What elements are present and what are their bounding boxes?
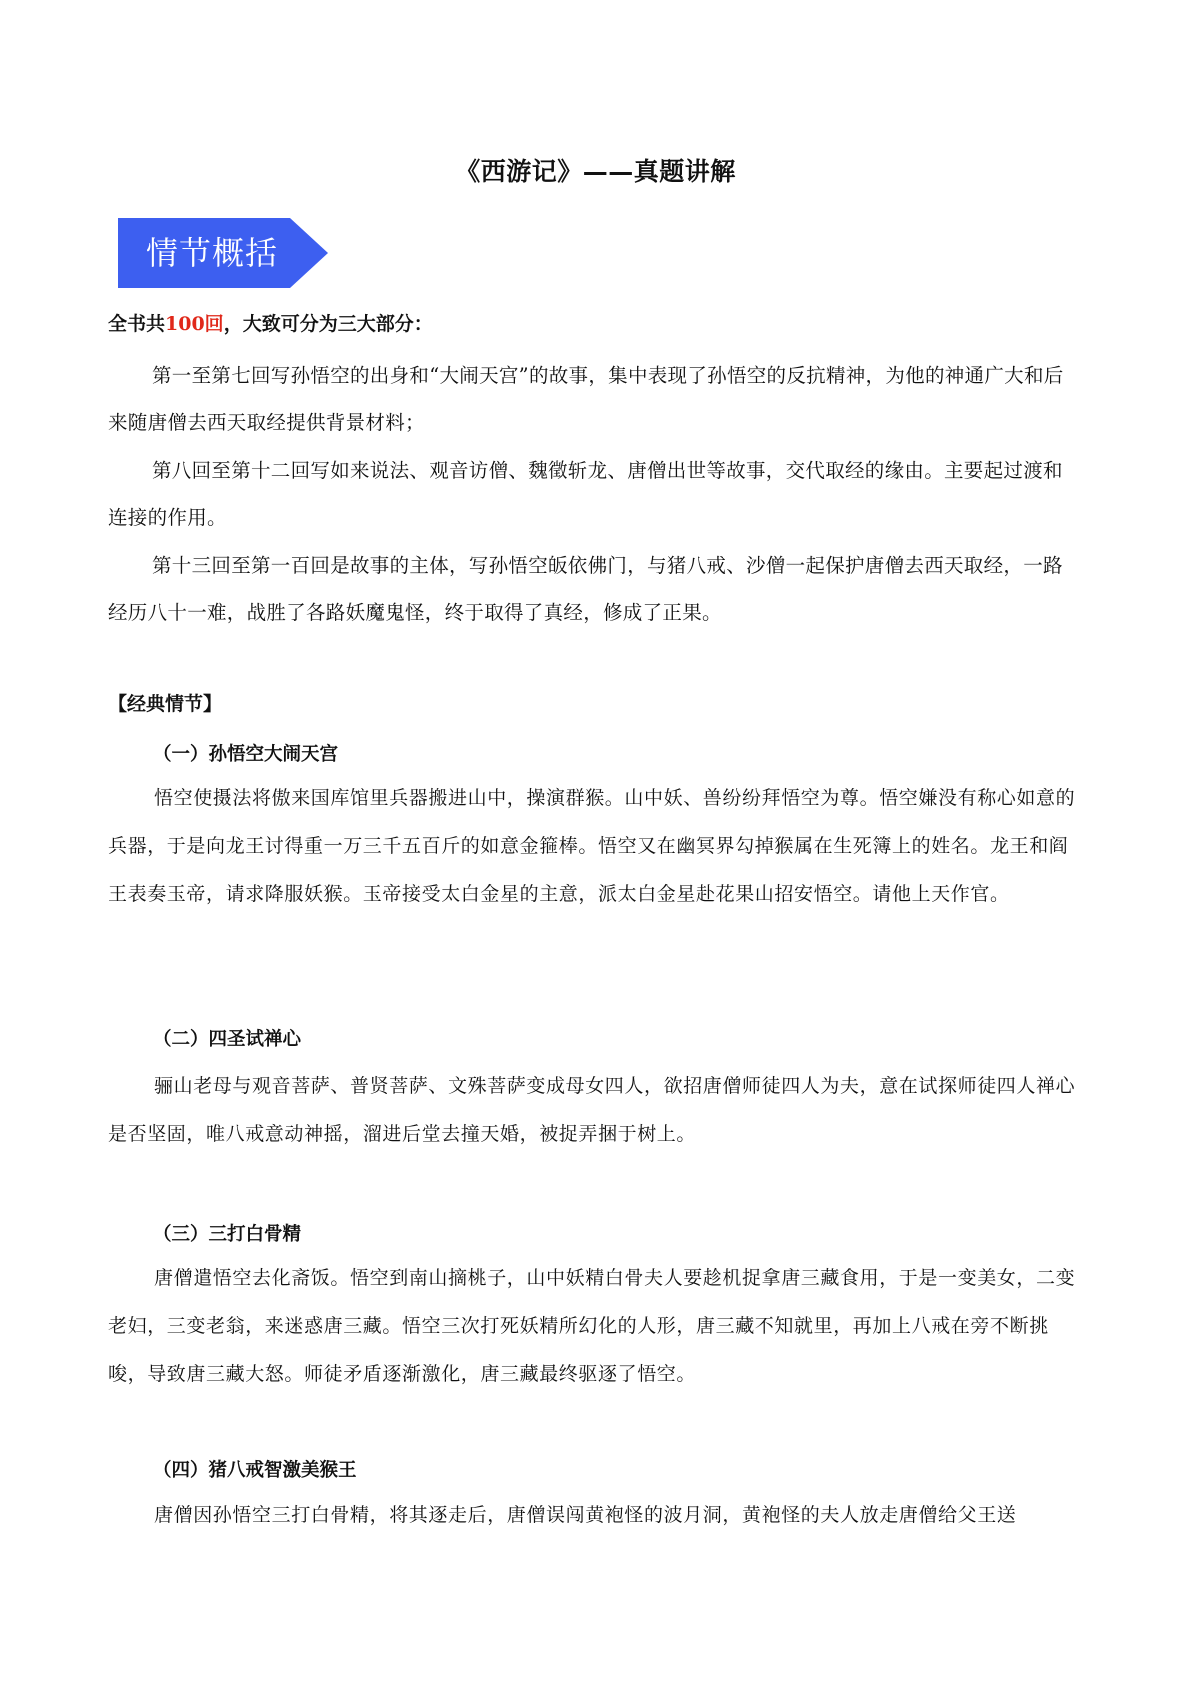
summary-intro-after: ，大致可分为三大部分：: [223, 313, 433, 335]
plot-title: （一）孙悟空大闹天宫: [153, 744, 339, 765]
plot-text: 悟空使摄法将傲来国库馆里兵器搬进山中，操演群猴。山中妖、兽纷纷拜悟空为尊。悟空嫌没有称心如意的兵器，于是向龙王讨得重一万三千五百斤的如意金箍棒。悟空又在幽冥界勾掉猴属在生死簿上的姓名。龙王和阎王表奏玉帝，请求降服妖猴。玉帝接受太白金星的主意，派太白金星赴花果山招安悟空。请他上天作官。: [108, 787, 1076, 905]
summary-paragraph: 第十三回至第一百回是故事的主体，写孙悟空皈依佛门，与猪八戒、沙僧一起保护唐僧去西天取经，一路经历八十一难，战胜了各路妖魔鬼怪，终于取得了真经，修成了正果。: [108, 554, 1063, 624]
summary-paragraph: 第八回至第十二回写如来说法、观音访僧、魏徵斩龙、唐僧出世等故事，交代取经的缘由。主要起过渡和连接的作用。: [108, 459, 1063, 529]
plot-title: （四）猪八戒智激美猴王: [153, 1460, 357, 1481]
plot-text: 骊山老母与观音菩萨、普贤菩萨、文殊菩萨变成母女四人，欲招唐僧师徒四人为夫，意在试探师徒四人禅心是否坚固，唯八戒意动神摇，溜进后堂去撞天婚，被捉弄捆于树上。: [108, 1075, 1076, 1145]
summary-paragraph: 第一至第七回写孙悟空的出身和“大闹天宫”的故事，集中表现了孙悟空的反抗精神，为他的神通广大和后来随唐僧去西天取经提供背景材料；: [108, 364, 1064, 434]
plot-text: 唐僧遣悟空去化斋饭。悟空到南山摘桃子，山中妖精白骨夫人要趁机捉拿唐三藏食用，于是一变美女，二变老妇，三变老翁，来迷惑唐三藏。悟空三次打死妖精所幻化的人形，唐三藏不知就里，再加上八戒在旁不断挑唆，导致唐三藏大怒。师徒矛盾逐渐激化，唐三藏最终驱逐了悟空。: [108, 1267, 1076, 1385]
summary-intro: [108, 310, 433, 338]
section-banner-label: 情节概括: [146, 234, 279, 272]
plot-title: （三）三打白骨精: [153, 1224, 302, 1245]
plot-title: （二）四圣试禅心: [153, 1029, 302, 1050]
plot-text: 唐僧因孙悟空三打白骨精，将其逐走后，唐僧误闯黄袍怪的波月洞，黄袍怪的夫人放走唐僧给父王送: [154, 1504, 1017, 1526]
classic-plots-heading: 【经典情节】: [108, 693, 223, 715]
page-title: 《西游记》——真题讲解: [455, 157, 736, 186]
summary-intro-highlight: 100回: [165, 313, 224, 335]
summary-intro-before: 全书共: [108, 313, 166, 335]
